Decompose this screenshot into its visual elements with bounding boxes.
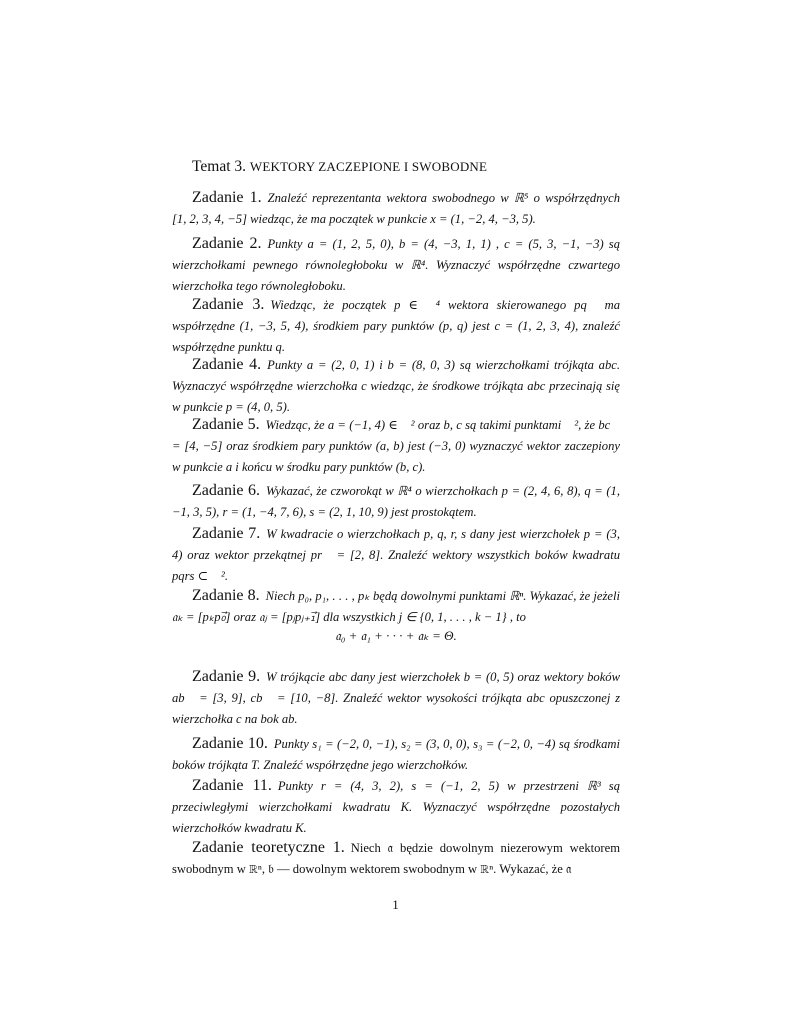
task-heading: Zadanie teoretyczne 1. [192, 839, 345, 856]
task-11 [172, 775, 620, 839]
task-heading: Zadanie 9. [192, 668, 261, 685]
task-heading: Zadanie 2. [192, 235, 262, 252]
task-heading: Zadanie 3. [192, 296, 265, 313]
task-3 [172, 294, 620, 358]
task-text: Punkty a = (2, 0, 1) i b = (8, 0, 3) są wierzchołkami trójkąta abc. Wyznaczyć współrzędne wierzchołka c wiedząc, że środkowe trójkąta abc przecinają się w punkcie p = (4, 0, 5). [172, 358, 621, 414]
theoretical-task-1 [172, 837, 620, 880]
task-6 [172, 480, 620, 523]
task-heading: Zadanie 7. [192, 525, 261, 542]
task-5 [172, 414, 620, 478]
task-heading: Zadanie 11. [192, 777, 272, 794]
task-text: Punkty a = (1, 2, 5, 0), b = (4, −3, 1, 1) , c = (5, 3, −1, −3) są wierzchołkami pewnego równoległoboku w ℝ⁴. Wyznaczyć współrzędne czwartego wierzchołka tego równoległoboku. [172, 237, 620, 293]
task-8 [172, 585, 620, 628]
task-1 [172, 187, 620, 230]
task-text: Niech p₀, p₁, . . . , pₖ będą dowolnymi punktami ℝⁿ. Wykazać, że jeżeli 𝔞ₖ = [pₖp₀⃗] oraz 𝔞ⱼ = [pⱼpⱼ₊₁⃗] dla wszystkich j ∈ {0, 1, . . . , k − 1} , to [172, 589, 620, 624]
task-heading: Zadanie 1. [192, 189, 262, 206]
task-4 [172, 354, 620, 418]
task-text: Punkty r = (4, 3, 2), s = (−1, 2, 5) w przestrzeni ℝ³ są przeciwległymi wierzchołkami kwadratu K. Wyznaczyć współrzędne pozostałych wierzchołków kwadratu K. [172, 779, 620, 835]
topic-title: WEKTORY ZACZEPIONE I SWOBODNE [249, 159, 488, 174]
task-text: Punkty s₁ = (−2, 0, −1), s₂ = (3, 0, 0), s₃ = (−2, 0, −4) są środkami boków trójkąta T. Znaleźć współrzędne jego wierzchołków. [172, 737, 620, 772]
sum-formula: 𝔞₀ + 𝔞₁ + · · · + 𝔞ₖ = Θ. [335, 628, 457, 643]
task-heading: Zadanie 5. [192, 416, 260, 433]
task-2 [172, 233, 620, 297]
task-heading: Zadanie 8. [192, 587, 260, 604]
topic-heading [192, 158, 487, 176]
task-text: Wiedząc, że początek p ∈ ℝ⁴ wektora skierowanego pq⃗ ma współrzędne (1, −3, 5, 4), środkiem pary punktów (p, q) jest c = (1, 2, 3, 4), znaleźć współrzędne punktu q. [172, 298, 620, 354]
topic-label: Temat 3. [192, 158, 247, 175]
page-number: 1 [392, 897, 399, 912]
task-heading: Zadanie 6. [192, 482, 260, 499]
task-heading: Zadanie 10. [192, 735, 268, 752]
task-text: W trójkącie abc dany jest wierzchołek b = (0, 5) oraz wektory boków ab⃗ = [3, 9], cb⃗ = [10, −8]. Znaleźć wektor wysokości trójkąta abc opuszczonej z wierzchołka c na bok ab. [172, 670, 621, 726]
task-text: W kwadracie o wierzchołkach p, q, r, s dany jest wierzchołek p = (3, 4) oraz wektor przekątnej pr⃗ = [2, 8]. Znaleźć wektory wszystkich boków kwadratu pqrs ⊂ ℝ². [172, 527, 620, 583]
task-9 [172, 666, 620, 730]
task-10 [172, 733, 620, 776]
task-heading: Zadanie 4. [192, 356, 262, 373]
task-text: Wiedząc, że a = (−1, 4) ∈ ℝ² oraz b, c są takimi punktami ℝ², że bc⃗ = [4, −5] oraz środkiem pary punktów (a, b) jest (−3, 0) wyznaczyć wektor zaczepiony w punkcie a i końcu w środku pary punktów (b, c). [172, 418, 621, 474]
task-7 [172, 523, 620, 587]
task-text: Niech 𝔞 będzie dowolnym niezerowym wektorem swobodnym w ℝⁿ, 𝔟 — dowolnym wektorem swobodnym w ℝⁿ. Wykazać, że 𝔞 [172, 841, 620, 876]
task-text: Znaleźć reprezentanta wektora swobodnego w ℝ⁵ o współrzędnych [1, 2, 3, 4, −5] wiedząc, że ma początek w punkcie x = (1, −2, 4, −3, 5). [172, 191, 620, 226]
task-text: Wykazać, że czworokąt w ℝ⁴ o wierzchołkach p = (2, 4, 6, 8), q = (1, −1, 3, 5), r = (1, −4, 7, 6), s = (2, 1, 10, 9) jest prostokątem. [172, 484, 620, 519]
